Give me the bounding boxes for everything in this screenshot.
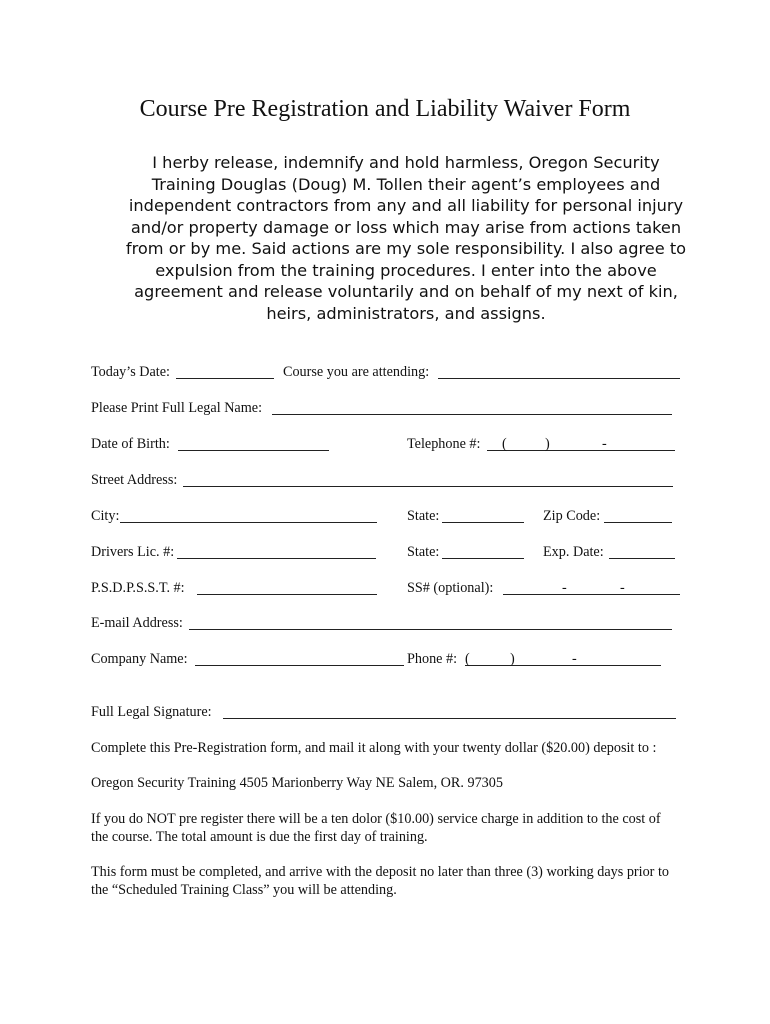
todays-date-field[interactable] [176,378,274,379]
signature-field[interactable] [223,718,676,719]
street-label: Street Address: [91,472,178,488]
course-label: Course you are attending: [283,364,430,380]
telephone-paren-close: ) [545,436,550,452]
dob-field[interactable] [178,450,329,451]
company-field[interactable] [195,665,404,666]
form-title: Course Pre Registration and Liability Waiver Form [139,96,631,122]
course-field[interactable] [438,378,680,379]
mailing-address: Oregon Security Training 4505 Marionberry Way NE Salem, OR. 97305 [91,775,503,791]
telephone-label: Telephone #: [407,436,481,452]
drivers-lic-label: Drivers Lic. #: [91,544,175,560]
ssn-label: SS# (optional): [407,580,494,596]
exp-date-label: Exp. Date: [543,544,604,560]
ssn-dash-2: - [620,580,625,596]
phone-dash: - [572,651,577,667]
exp-date-field[interactable] [609,558,675,559]
full-name-label: Please Print Full Legal Name: [91,400,263,416]
waiver-paragraph: I herby release, indemnify and hold harmless, Oregon Security Training Douglas (Doug) M. Tollen their agent’s employees and independent contractors from any and all liability for personal injury and/or property damage or loss which may arise from actions taken from or by me. Said actions are my sole responsibility. I also agree to expulsion from the training procedures. I enter into the above agreement and release voluntarily and on behalf of my next of kin, heirs, administrators, and assigns. [125,153,687,323]
phone-field[interactable] [465,665,661,666]
state-field[interactable] [442,522,524,523]
email-label: E-mail Address: [91,615,183,631]
city-field[interactable] [120,522,377,523]
todays-date-label: Today’s Date: [91,364,170,380]
dob-label: Date of Birth: [91,436,170,452]
state-label: State: [407,508,440,524]
psdpsst-field[interactable] [197,594,377,595]
phone-paren-open: ( [465,651,470,667]
ssn-field[interactable] [503,594,680,595]
phone-paren-close: ) [510,651,515,667]
email-field[interactable] [189,629,672,630]
zip-field[interactable] [604,522,672,523]
state2-label: State: [407,544,440,560]
company-label: Company Name: [91,651,188,667]
deadline-note: This form must be completed, and arrive with the deposit no later than three (3) working days prior to the “Scheduled Training Class” you will be attending. [91,864,669,898]
telephone-field[interactable] [487,450,675,451]
telephone-paren-open: ( [502,436,507,452]
street-field[interactable] [183,486,673,487]
state2-field[interactable] [442,558,524,559]
full-name-field[interactable] [272,414,672,415]
mail-instructions: Complete this Pre-Registration form, and mail it along with your twenty dollar ($20.00) deposit to : [91,740,657,756]
service-charge-note: If you do NOT pre register there will be a ten dolor ($10.00) service charge in addition to the cost of the course. The total amount is due the first day of training. [91,811,661,845]
phone-label: Phone #: [407,651,458,667]
zip-label: Zip Code: [543,508,601,524]
signature-label: Full Legal Signature: [91,704,212,720]
psdpsst-label: P.S.D.P.S.S.T. #: [91,580,185,596]
city-label: City: [91,508,120,524]
ssn-dash-1: - [562,580,567,596]
telephone-dash: - [602,436,607,452]
drivers-lic-field[interactable] [177,558,376,559]
